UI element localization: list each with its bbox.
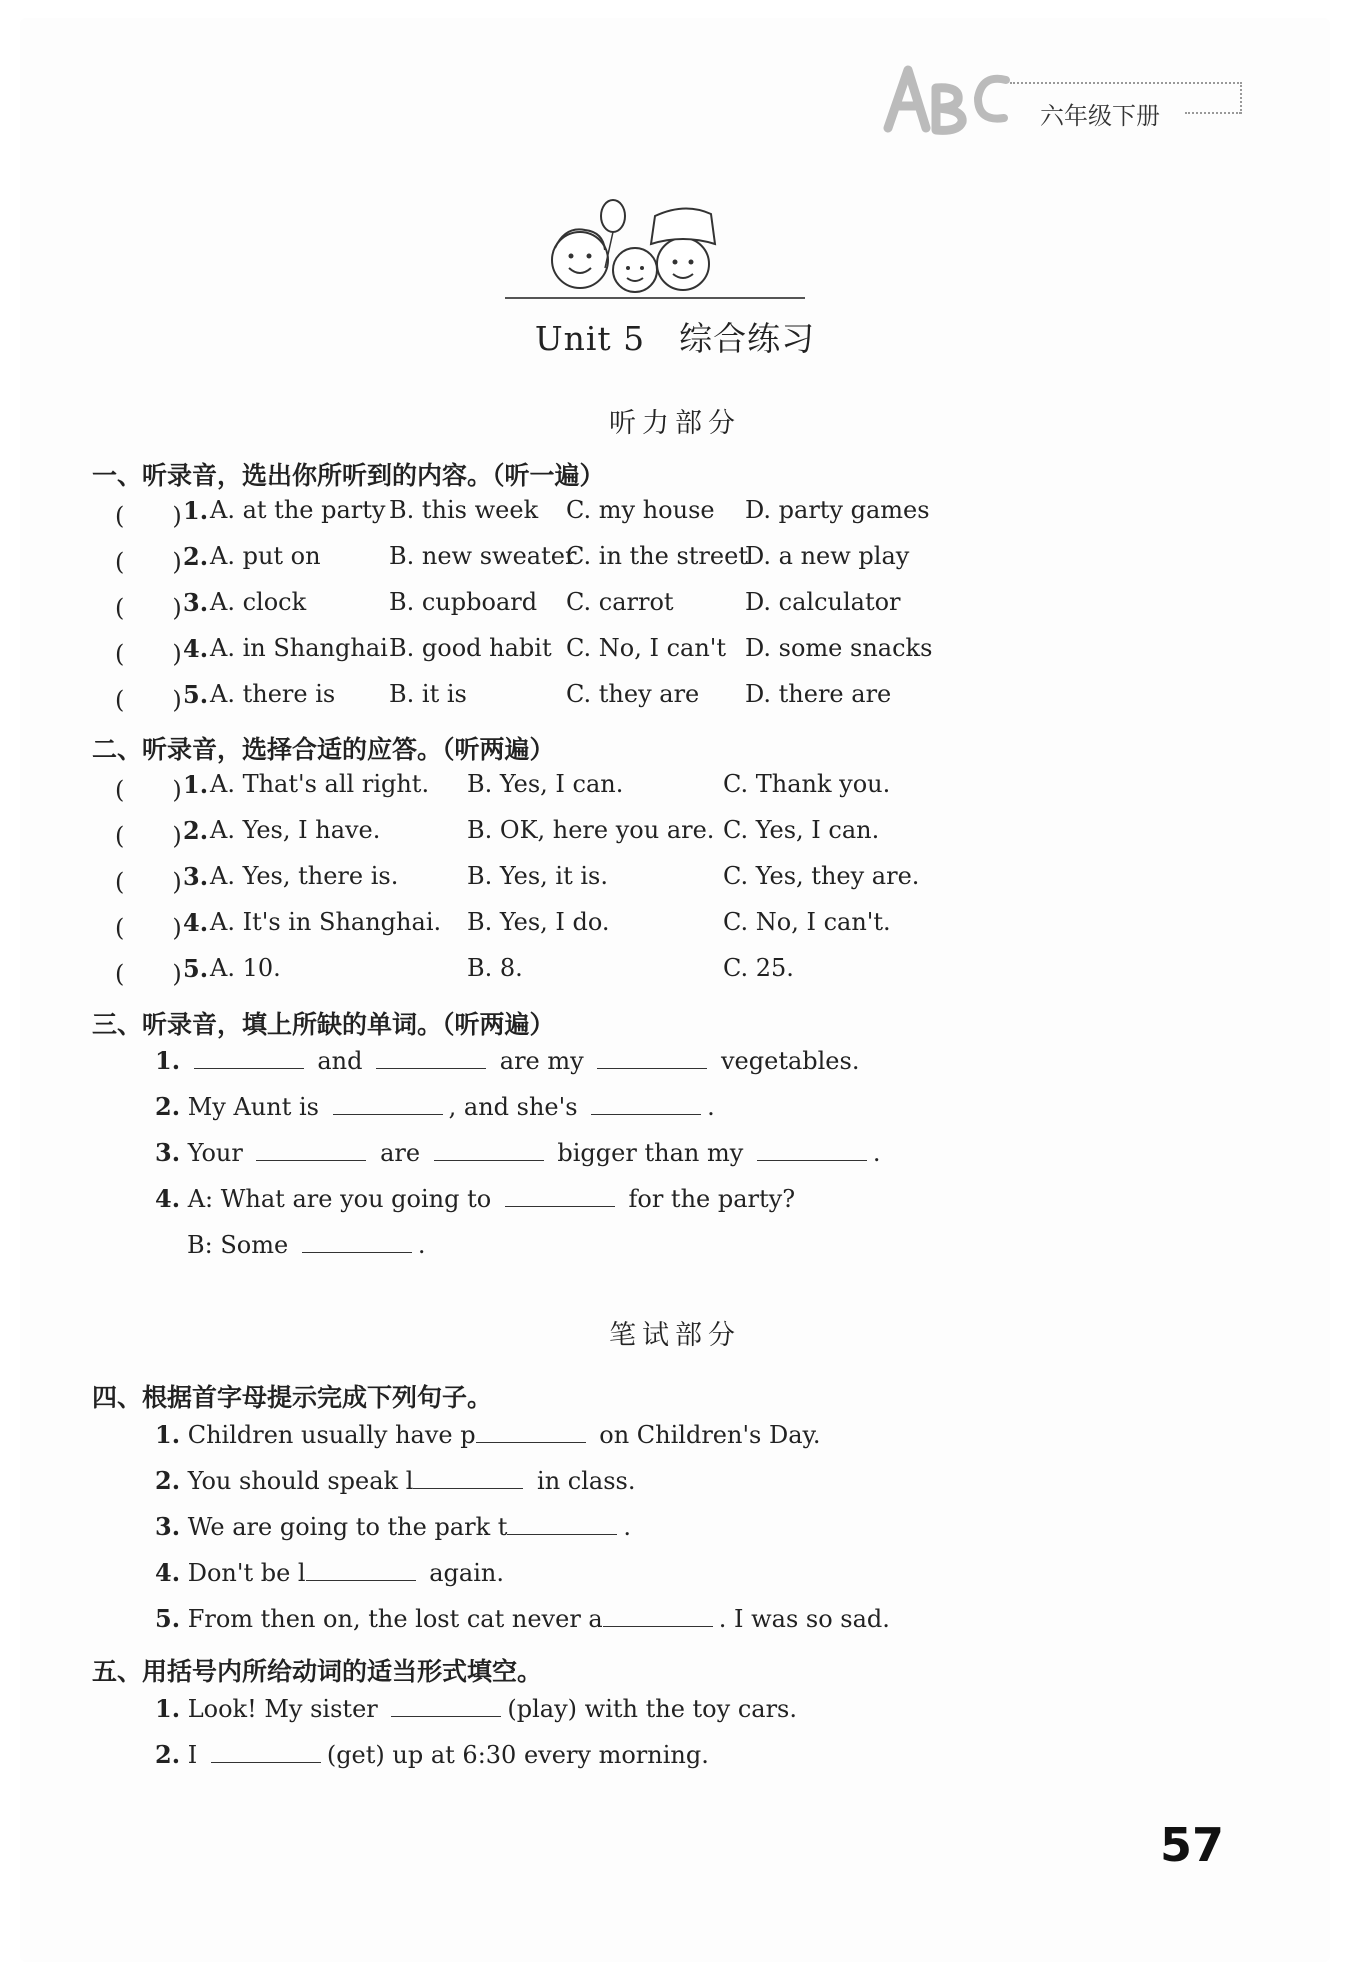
fill-sentence: B: Some . (187, 1231, 426, 1259)
option-b: B. Yes, I do. (467, 908, 610, 936)
option-d: D. a new play (745, 542, 910, 570)
writing-part-title: 笔试部分 (609, 1320, 741, 1351)
question-number: 2. (183, 816, 209, 845)
option-c: C. my house (566, 496, 715, 524)
fill-sentence: 4. A: What are you going to for the party? (155, 1184, 796, 1213)
answer-paren[interactable]: ( ) (115, 502, 182, 530)
fill-sentence: 2. My Aunt is , and she's . (155, 1092, 715, 1121)
option-d: D. some snacks (745, 634, 933, 662)
option-a: A. clock (210, 588, 307, 616)
question-number: 5. (183, 680, 209, 709)
option-b: B. this week (389, 496, 539, 524)
option-c: C. in the street (566, 542, 748, 570)
fill-sentence: 2. I (get) up at 6:30 every morning. (155, 1740, 709, 1769)
answer-blank[interactable] (413, 1466, 523, 1489)
answer-paren[interactable]: ( ) (115, 868, 182, 896)
section-3-heading: 三、听录音，填上所缺的单词。（听两遍） (92, 1010, 555, 1039)
option-a: A. Yes, there is. (210, 862, 399, 890)
question-number: 1. (183, 770, 209, 799)
header-dotted-line (1185, 112, 1241, 114)
answer-blank[interactable] (211, 1740, 321, 1763)
option-b: B. cupboard (389, 588, 538, 616)
fill-sentence: 1. and are my vegetables. (155, 1046, 860, 1075)
answer-blank[interactable] (333, 1092, 443, 1115)
answer-blank[interactable] (603, 1604, 713, 1627)
answer-paren[interactable]: ( ) (115, 548, 182, 576)
page-number: 57 (1160, 1818, 1225, 1872)
question-number: 4. (183, 908, 209, 937)
question-number: 4. (155, 1184, 181, 1213)
option-b: B. 8. (467, 954, 523, 982)
option-c: C. Yes, they are. (723, 862, 920, 890)
fill-sentence: 5. From then on, the lost cat never a . I was so sad. (155, 1604, 890, 1633)
question-number: 2. (155, 1092, 181, 1121)
answer-blank[interactable] (302, 1230, 412, 1253)
question-row (20, 862, 1330, 902)
option-a: A. there is (210, 680, 336, 708)
worksheet-page (20, 18, 1330, 1962)
option-a: A. It's in Shanghai. (210, 908, 442, 936)
option-c: C. 25. (723, 954, 794, 982)
question-number: 3. (155, 1512, 181, 1541)
fill-sentence: 1. Children usually have p on Children's Day. (155, 1420, 821, 1449)
answer-paren[interactable]: ( ) (115, 914, 182, 942)
fill-sentence: 1. Look! My sister (play) with the toy cars. (155, 1694, 797, 1723)
question-row (20, 634, 1330, 674)
answer-blank[interactable] (597, 1046, 707, 1069)
abc-logo-icon (878, 58, 1018, 138)
option-b: B. OK, here you are. (467, 816, 715, 844)
answer-blank[interactable] (434, 1138, 544, 1161)
question-number: 1. (183, 496, 209, 525)
option-a: A. at the party (210, 496, 386, 524)
option-c: C. they are (566, 680, 700, 708)
answer-paren[interactable]: ( ) (115, 822, 182, 850)
option-b: B. good habit (389, 634, 552, 662)
answer-blank[interactable] (757, 1138, 867, 1161)
fill-sentence: 2. You should speak l in class. (155, 1466, 636, 1495)
answer-paren[interactable]: ( ) (115, 640, 182, 668)
option-d: D. calculator (745, 588, 901, 616)
section-2-heading: 二、听录音，选择合适的应答。（听两遍） (92, 735, 555, 764)
children-illustration-icon (505, 198, 805, 308)
option-d: D. party games (745, 496, 930, 524)
answer-blank[interactable] (256, 1138, 366, 1161)
option-a: A. put on (210, 542, 321, 570)
fill-sentence: 4. Don't be l again. (155, 1558, 504, 1587)
question-row (20, 954, 1330, 994)
answer-blank[interactable] (391, 1694, 501, 1717)
option-b: B. Yes, I can. (467, 770, 624, 798)
question-number: 1. (155, 1420, 181, 1449)
question-number: 2. (155, 1466, 181, 1495)
question-number: 1. (155, 1694, 181, 1723)
question-number: 5. (155, 1604, 181, 1633)
section-1-heading: 一、听录音，选出你所听到的内容。（听一遍） (92, 461, 605, 490)
question-row (20, 680, 1330, 720)
option-a: A. Yes, I have. (210, 816, 381, 844)
option-c: C. Yes, I can. (723, 816, 880, 844)
option-b: B. Yes, it is. (467, 862, 608, 890)
question-row (20, 908, 1330, 948)
question-number: 2. (155, 1740, 181, 1769)
question-number: 1. (155, 1046, 181, 1075)
question-number: 5. (183, 954, 209, 983)
section-4-heading: 四、根据首字母提示完成下列句子。 (92, 1383, 493, 1412)
question-number: 3. (183, 862, 209, 891)
fill-sentence: 3. Your are bigger than my . (155, 1138, 881, 1167)
answer-paren[interactable]: ( ) (115, 686, 182, 714)
question-number: 3. (183, 588, 209, 617)
answer-paren[interactable]: ( ) (115, 960, 182, 988)
option-d: D. there are (745, 680, 892, 708)
option-c: C. Thank you. (723, 770, 891, 798)
question-row (20, 816, 1330, 856)
unit-title: Unit 5 综合练习 (534, 319, 816, 358)
answer-blank[interactable] (591, 1092, 701, 1115)
answer-blank[interactable] (507, 1512, 617, 1535)
answer-blank[interactable] (505, 1184, 615, 1207)
question-number: 4. (183, 634, 209, 663)
option-c: C. carrot (566, 588, 674, 616)
answer-paren[interactable]: ( ) (115, 776, 182, 804)
question-row (20, 588, 1330, 628)
question-row (20, 496, 1330, 536)
answer-blank[interactable] (376, 1046, 486, 1069)
header-dotted-line (1240, 82, 1242, 114)
option-c: C. No, I can't (566, 634, 727, 662)
question-number: 2. (183, 542, 209, 571)
answer-blank[interactable] (194, 1046, 304, 1069)
option-a: A. in Shanghai (210, 634, 388, 662)
option-b: B. new sweater (389, 542, 577, 570)
grade-label: 六年级下册 (1040, 102, 1160, 130)
header-dotted-line (1010, 82, 1242, 84)
question-row (20, 542, 1330, 582)
option-b: B. it is (389, 680, 467, 708)
option-c: C. No, I can't. (723, 908, 891, 936)
question-number: 3. (155, 1138, 181, 1167)
listening-part-title: 听力部分 (609, 408, 741, 439)
fill-sentence: 3. We are going to the park t . (155, 1512, 632, 1541)
option-a: A. That's all right. (210, 770, 430, 798)
section-5-heading: 五、用括号内所给动词的适当形式填空。 (92, 1657, 543, 1686)
question-number: 4. (155, 1558, 181, 1587)
answer-blank[interactable] (306, 1558, 416, 1581)
answer-paren[interactable]: ( ) (115, 594, 182, 622)
question-row (20, 770, 1330, 810)
option-a: A. 10. (210, 954, 281, 982)
answer-blank[interactable] (476, 1420, 586, 1443)
